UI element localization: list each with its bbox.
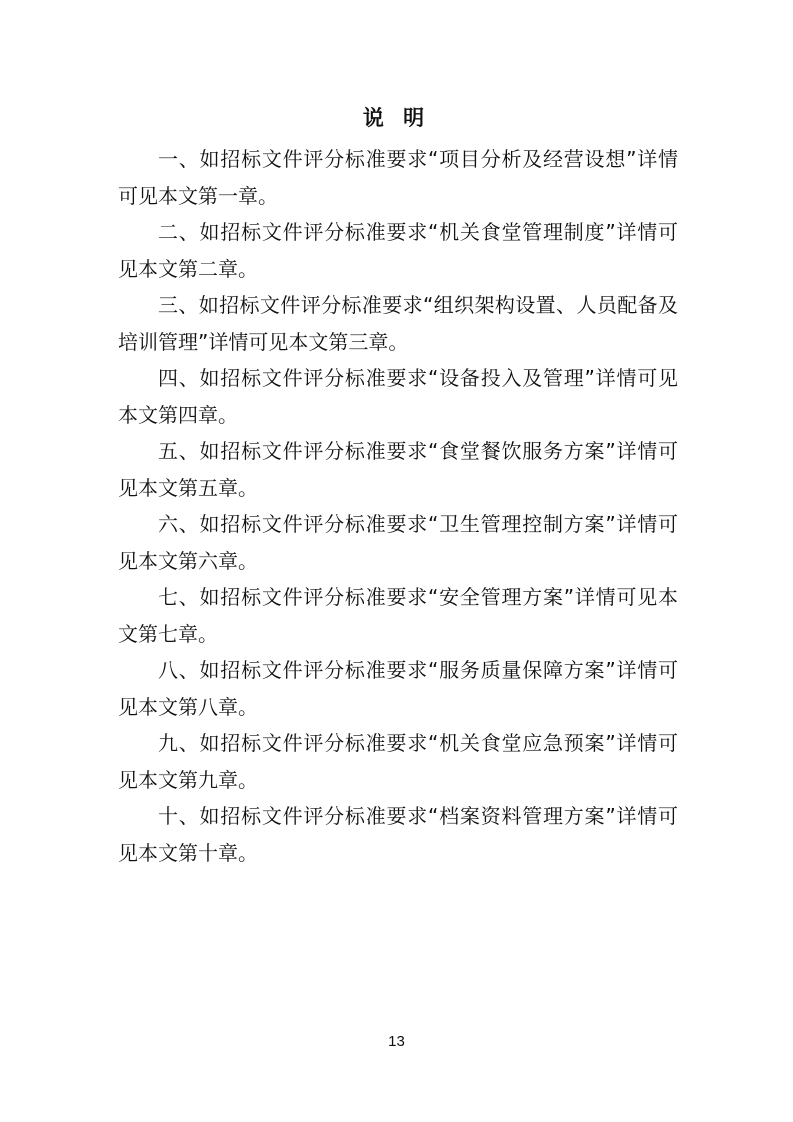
- paragraph-8: 八、如招标文件评分标准要求“服务质量保障方案”详情可见本文第八章。: [118, 658, 678, 719]
- page-number: 13: [388, 1033, 405, 1050]
- paragraph-7: 七、如招标文件评分标准要求“安全管理方案”详情可见本文第七章。: [118, 585, 678, 646]
- paragraph-3: 三、如招标文件评分标准要求“组织架构设置、人员配备及培训管理”详情可见本文第三章。: [118, 293, 678, 354]
- document-body: [118, 141, 678, 871]
- page-title: 说 明: [362, 106, 431, 130]
- paragraph-1: 一、如招标文件评分标准要求“项目分析及经营设想”详情可见本文第一章。: [118, 147, 678, 208]
- paragraph-10: 十、如招标文件评分标准要求“档案资料管理方案”详情可见本文第十章。: [118, 804, 678, 865]
- paragraph-9: 九、如招标文件评分标准要求“机关食堂应急预案”详情可见本文第九章。: [118, 731, 678, 792]
- paragraph-2: 二、如招标文件评分标准要求“机关食堂管理制度”详情可见本文第二章。: [118, 220, 678, 281]
- paragraph-5: 五、如招标文件评分标准要求“食堂餐饮服务方案”详情可见本文第五章。: [118, 439, 678, 500]
- paragraph-6: 六、如招标文件评分标准要求“卫生管理控制方案”详情可见本文第六章。: [118, 512, 678, 573]
- paragraph-4: 四、如招标文件评分标准要求“设备投入及管理”详情可见本文第四章。: [118, 366, 678, 427]
